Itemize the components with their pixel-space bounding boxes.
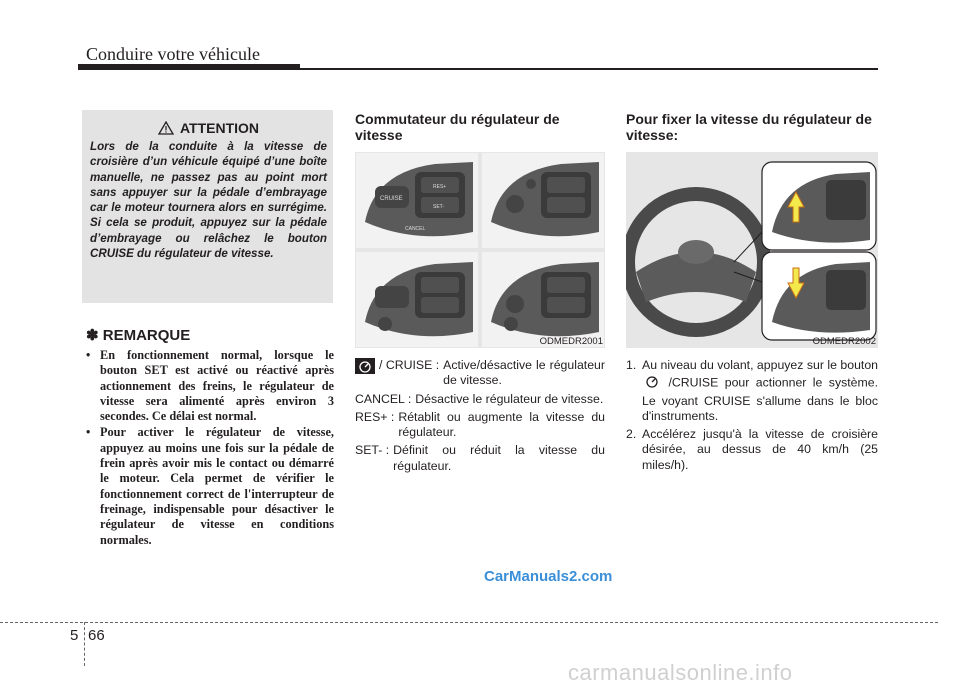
step-number: 1. (626, 358, 637, 372)
page-header-title: Conduire votre véhicule (86, 44, 260, 64)
step-item (626, 427, 878, 473)
note-list (86, 348, 334, 549)
definition-row (355, 358, 605, 389)
definition-term: RES+ : (355, 409, 395, 424)
cruise-label: CRUISE (380, 196, 403, 202)
note-item: • Pour activer le régulateur de vitesse, appuyez au moins une fois sur la pédale de frein après avoir mis le contact ou démarré le moteur. Cela permet de vérifier le fonctionnement correct de l'interrupteur de freinage, indispensable pour désactiver le régulateur de vitesse en conditions normales. (86, 425, 334, 547)
steering-wheel-figure (626, 152, 878, 348)
warning-triangle-icon (158, 121, 174, 135)
step-text-part: /CRUISE pour actionner le système. Le voyant CRUISE s'allume dans le bloc d'instruments. (642, 375, 879, 423)
definition-term: SET- : (355, 443, 390, 458)
note-title: ✽ REMARQUE (86, 327, 191, 344)
res-label: RES+ (433, 184, 447, 190)
definition-row (355, 410, 605, 441)
definition-term: CANCEL : (355, 391, 412, 406)
steps-list (626, 358, 878, 476)
header-rule-thick (78, 64, 300, 70)
definition-term: / CRUISE : (379, 358, 440, 372)
switch-panel (356, 153, 478, 248)
cruise-speedometer-icon (355, 358, 375, 374)
cancel-label: CANCEL (405, 226, 426, 232)
definition-desc: Rétablit ou augmente la vitesse du régulateur. (398, 409, 605, 440)
set-speed-heading: Pour fixer la vitesse du régulateur de vitesse: (626, 111, 872, 143)
step-item (626, 358, 878, 424)
caution-title: ATTENTION (179, 120, 260, 136)
note-item: • En fonctionnement normal, lorsque le bouton SET est activé ou réactivé après actionnement des freins, le régulateur de vitesse sera alimenté après environ 3 secondes. Ce délai est normal. (86, 348, 334, 424)
figure-code: ODMEDR2002 (812, 336, 876, 347)
footer-page-number: 66 (88, 627, 105, 644)
step-text: Accélérez jusqu'à la vitesse de croisière désirée, au dessus de 40 km/h (25 miles/h). (642, 427, 878, 472)
footer-divider (0, 622, 938, 623)
footer-section-number: 5 (70, 627, 79, 644)
figure-code: ODMEDR2001 (539, 336, 603, 347)
caution-header (90, 120, 327, 136)
definition-desc: Active/désactive le régulateur de vitesse. (443, 358, 605, 388)
caution-box (82, 110, 333, 303)
definition-desc: Définit ou réduit la vitesse du régulateur. (393, 443, 605, 473)
set-label: SET- (433, 204, 445, 210)
switch-panel (482, 153, 604, 248)
step-text-part: Au niveau du volant, appuyez sur le bouton (642, 358, 878, 372)
caution-text: Lors de la conduite à la vitesse de croisière d’un véhicule équipé d’une boîte manuelle, ne passez pas au point mort sans appuyer sur la pédale d’embrayage car le moteur tournera alors en surrégime. Si cela se produit, appuyez sur la pédale d’embrayage ou relâchez le bouton CRUISE du régulateur de vitesse. (90, 140, 327, 261)
switch-section-heading: Commutateur du régulateur de vitesse (355, 111, 560, 143)
step-number: 2. (626, 427, 637, 442)
definition-row (355, 443, 605, 474)
steering-wheel-illustration (626, 152, 878, 348)
switch-panel (482, 252, 604, 347)
cruise-switch-illustration (355, 152, 605, 348)
header-rule-thin (300, 68, 878, 70)
definition-desc: Désactive le régulateur de vitesse. (415, 391, 604, 406)
footer-vertical-divider (84, 622, 85, 666)
switch-panel (356, 252, 478, 347)
definition-row (355, 392, 605, 407)
bottom-watermark: carmanualsonline.info (568, 660, 793, 685)
definitions-list (355, 358, 605, 477)
cruise-speedometer-icon (642, 373, 662, 393)
cruise-switch-figure (355, 152, 605, 348)
watermark-link[interactable]: CarManuals2.com (484, 568, 613, 585)
